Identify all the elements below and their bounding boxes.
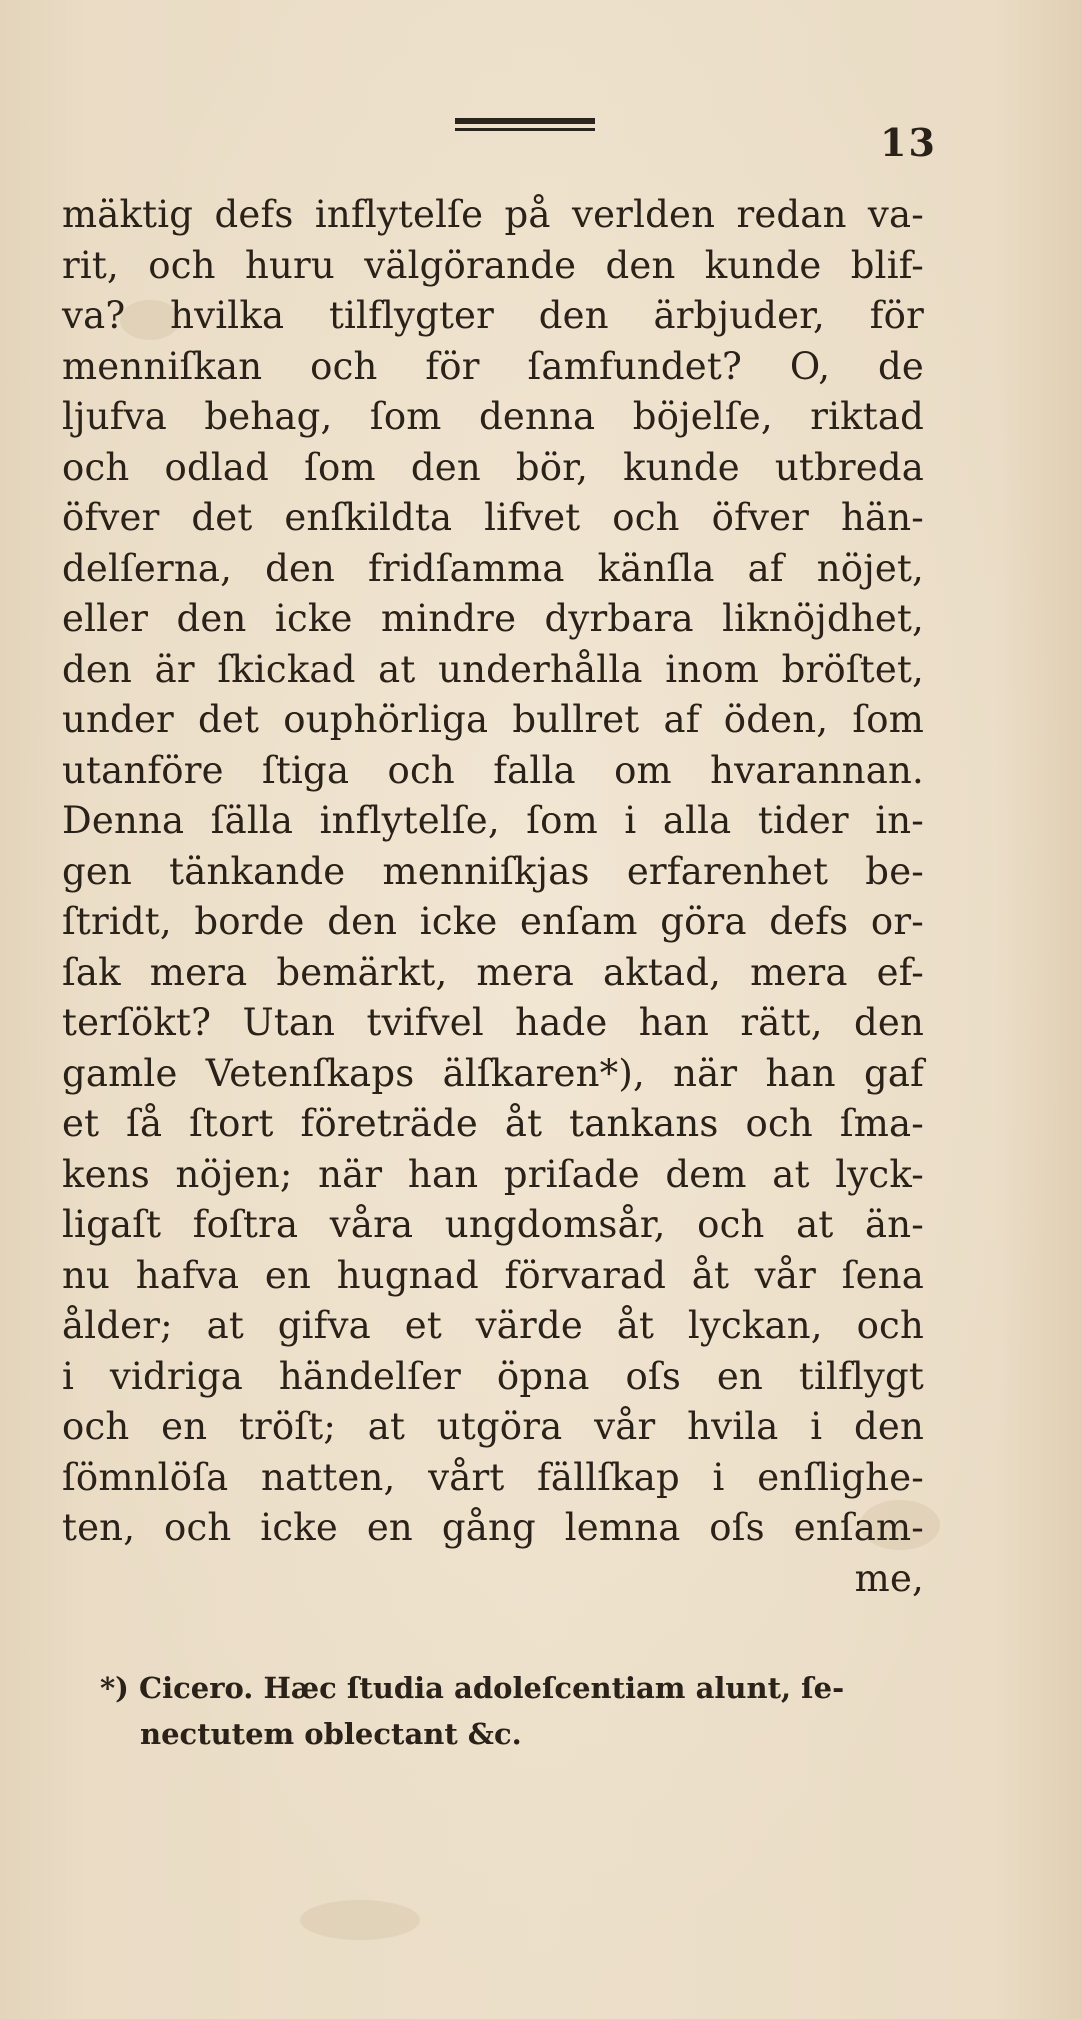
text-line: utanföre ſtiga och falla om hvarannan. xyxy=(62,748,924,792)
text-line: gamle Vetenſkaps älſkaren*), när han gaf xyxy=(62,1051,924,1095)
text-line: nu hafva en hugnad förvarad åt vår ſena xyxy=(62,1253,924,1297)
text-line: ålder; at gifva et värde åt lyckan, och xyxy=(62,1304,924,1347)
text-line: under det ouphörliga bullret af öden, ſom xyxy=(62,698,924,741)
text-line: ſtridt, borde den icke enſam göra defs or- xyxy=(62,900,924,943)
text-line: ljufva behag, ſom denna böjelſe, riktad xyxy=(62,395,924,438)
footnote xyxy=(100,1665,930,1757)
text-line: ſömnlöſa natten, vårt fällſkap i enſlighe- xyxy=(62,1455,924,1499)
text-line: mäktig defs inflytelſe på verlden redan va- xyxy=(62,193,924,236)
text-line: Denna ſälla inflytelſe, ſom i alla tider in- xyxy=(62,799,924,842)
text-line: rit, och huru välgörande den kunde blif- xyxy=(62,243,924,287)
text-line: gen tänkande menniſkjas erfarenhet be- xyxy=(62,849,924,893)
catchword: me, xyxy=(854,1556,924,1600)
text-line: eller den icke mindre dyrbara liknöjdhet, xyxy=(62,597,924,640)
page-number: 13 xyxy=(880,120,937,165)
text-line: och odlad ſom den bör, kunde utbreda xyxy=(62,445,924,489)
text-line: ligaſt foſtra våra ungdomsår, och at än- xyxy=(62,1203,924,1246)
text-line: ſak mera bemärkt, mera aktad, mera ef- xyxy=(62,950,924,994)
footnote-line-2: nectutem oblectant &c. xyxy=(140,1717,522,1751)
text-line: i vidriga händelſer öpna oſs en tilflygt xyxy=(62,1354,924,1398)
text-line: terſökt? Utan tvifvel hade han rätt, den xyxy=(62,1001,924,1044)
text-line: et ſå ſtort företräde åt tankans och ſma- xyxy=(62,1102,924,1145)
header-rule-thin xyxy=(455,128,595,131)
text-line: öfver det enſkildta lifvet och öfver hän- xyxy=(62,496,924,539)
text-line: delſerna, den fridſamma känſla af nöjet, xyxy=(62,546,924,590)
footnote-line-1: *) Cicero. Hæc ſtudia adoleſcentiam alunt, ſe- xyxy=(100,1671,845,1705)
paper-stain xyxy=(300,1900,420,1940)
text-line: va? hvilka tilflygter den ärbjuder, för xyxy=(62,294,924,337)
text-line: ten, och icke en gång lemna oſs enſam- xyxy=(62,1506,924,1549)
text-line: kens nöjen; när han priſade dem at lyck- xyxy=(62,1152,924,1196)
header-rule xyxy=(455,118,595,134)
body-text xyxy=(62,190,924,1604)
text-line: och en tröſt; at utgöra vår hvila i den xyxy=(62,1405,924,1448)
text-line: menniſkan och för ſamfundet? O, de xyxy=(62,344,924,388)
text-line: den är ſkickad at underhålla inom bröſtet, xyxy=(62,647,924,691)
header-rule-thick xyxy=(455,118,595,124)
